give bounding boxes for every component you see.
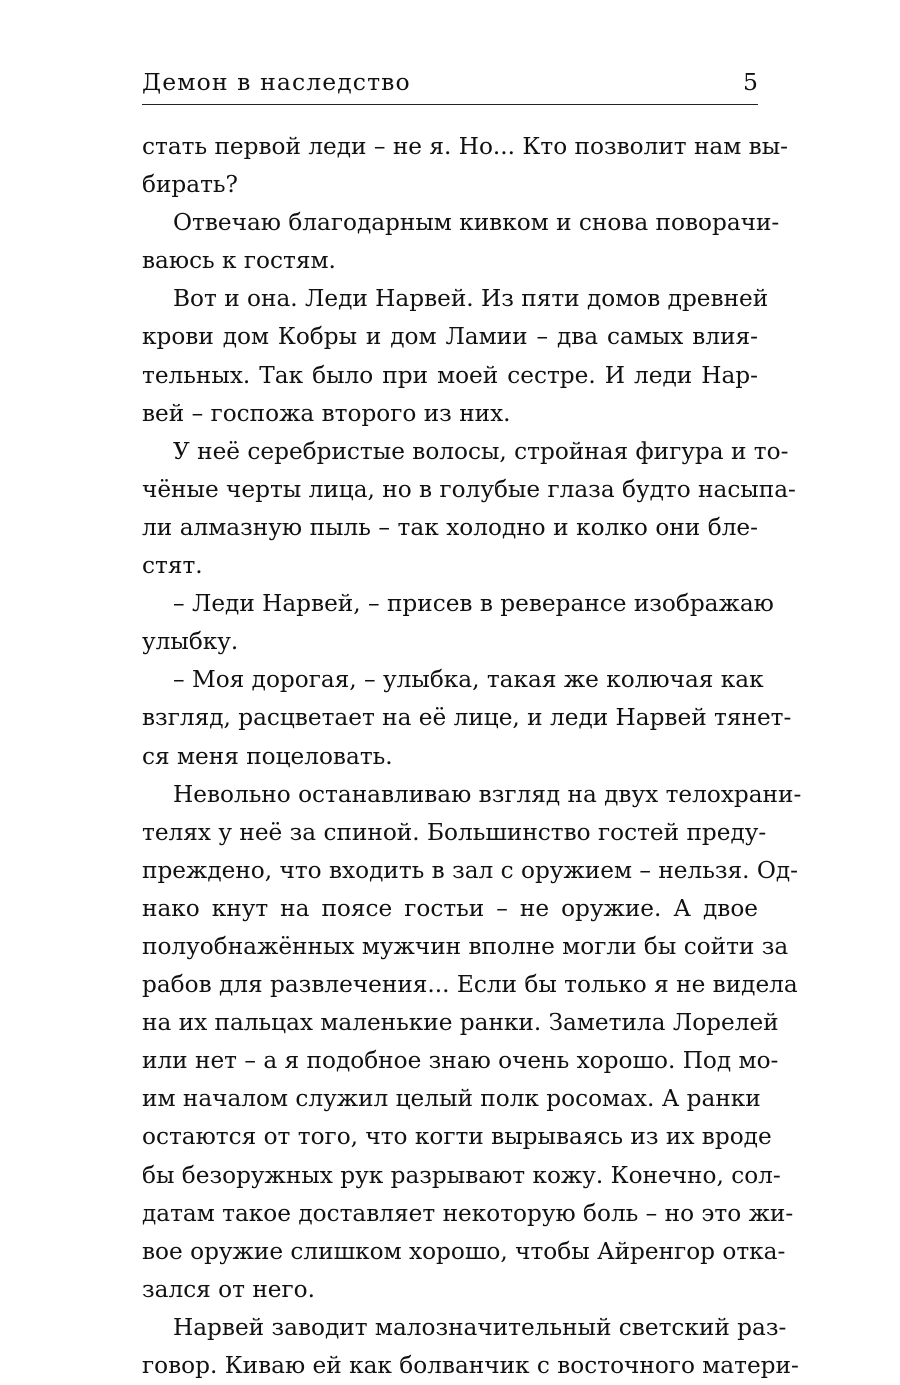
running-header xyxy=(142,64,758,105)
text-line: на их пальцах маленькие ранки. Заметила Лорелей xyxy=(142,1009,779,1037)
text-line: говор. Киваю ей как болванчик с восточного матери- xyxy=(142,1352,799,1379)
text-line: Отвечаю благодарным кивком и снова поворачи- xyxy=(173,209,780,237)
text-line: У неё серебристые волосы, стройная фигура и то- xyxy=(173,437,789,465)
text-line: ся меня поцеловать. xyxy=(142,742,393,770)
text-line: датам такое доставляет некоторую боль – но это жи- xyxy=(142,1199,794,1227)
text-line: чёные черты лица, но в голубые глаза будто насыпа- xyxy=(142,475,796,503)
text-line: крови дом Кобры и дом Ламии – два самых влия- xyxy=(142,323,758,351)
text-line: им началом служил целый полк росомах. А ранки xyxy=(142,1085,761,1113)
text-line: – Моя дорогая, – улыбка, такая же колючая как xyxy=(173,666,764,694)
text-line: нако кнут на поясе гостьи – не оружие. А двое xyxy=(142,894,758,922)
text-line: Невольно останавливаю взгляд на двух телохрани- xyxy=(173,780,802,808)
text-line: рабов для развлечения... Если бы только я не видела xyxy=(142,971,798,999)
text-line: улыбку. xyxy=(142,628,239,656)
body-text xyxy=(142,128,802,1385)
text-line: Вот и она. Леди Нарвей. Из пяти домов древней xyxy=(173,285,769,313)
text-line: Нарвей заводит малозначительный светский раз- xyxy=(173,1313,787,1341)
text-line: ваюсь к гостям. xyxy=(142,247,336,275)
text-line: ли алмазную пыль – так холодно и колко они бле- xyxy=(142,513,758,541)
text-line: преждено, что входить в зал с оружием – нельзя. Од- xyxy=(142,856,798,884)
text-line: – Леди Нарвей, – присев в реверансе изображаю xyxy=(173,590,774,618)
page-number: 5 xyxy=(743,68,758,96)
text-line: телях у неё за спиной. Большинство гостей преду- xyxy=(142,818,767,846)
text-line: бирать? xyxy=(142,171,238,199)
text-line: остаются от того, что когти вырываясь из их вроде xyxy=(142,1123,772,1151)
text-line: взгляд, расцветает на её лице, и леди Нарвей тянет- xyxy=(142,704,792,732)
text-line: тельных. Так было при моей сестре. И леди Нар- xyxy=(142,361,758,389)
text-line: или нет – а я подобное знаю очень хорошо. Под мо- xyxy=(142,1047,779,1075)
text-line: зался от него. xyxy=(142,1275,316,1303)
text-line: стать первой леди – не я. Но... Кто позволит нам вы- xyxy=(142,133,789,160)
text-line: вое оружие слишком хорошо, чтобы Айренгор отка- xyxy=(142,1237,786,1265)
text-line: вей – госпожа второго из них. xyxy=(142,399,511,427)
text-line: полуобнажённых мужчин вполне могли бы сойти за xyxy=(142,932,789,960)
book-title: Демон в наследство xyxy=(142,68,411,96)
text-line: бы безоружных рук разрывают кожу. Конечно, сол- xyxy=(142,1161,781,1189)
text-line: стят. xyxy=(142,552,203,580)
